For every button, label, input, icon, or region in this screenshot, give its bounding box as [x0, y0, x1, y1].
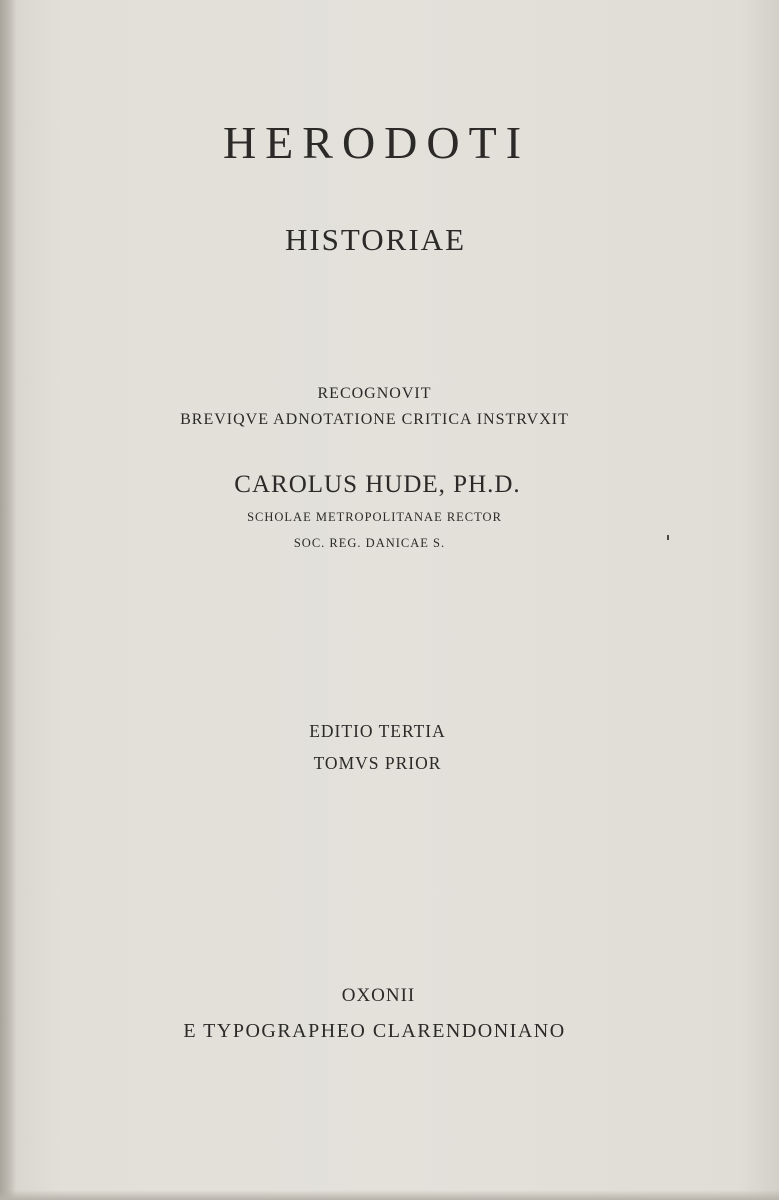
volume-line: TOMVS PRIOR [313, 753, 442, 773]
publisher-press: E TYPOGRAPHEO CLARENDONIANO [183, 1020, 566, 1042]
publication-place: OXONII [341, 985, 416, 1006]
author-title: HERODOTI [222, 117, 531, 168]
work-title: HISTORIAE [284, 222, 467, 257]
edition-line: EDITIO TERTIA [309, 721, 446, 741]
page-bottom-edge [0, 1190, 779, 1200]
editor-name: CAROLUS HUDE, PH.D. [234, 471, 521, 498]
adnotatione-line: BREVIQVE ADNOTATIONE CRITICA INSTRVXIT [180, 411, 569, 428]
editor-role: SCHOLAE METROPOLITANAE RECTOR [247, 510, 502, 524]
recognovit-line: RECOGNOVIT [317, 385, 432, 402]
ink-speck [667, 535, 669, 540]
editor-society: SOC. REG. DANICAE S. [293, 536, 446, 550]
